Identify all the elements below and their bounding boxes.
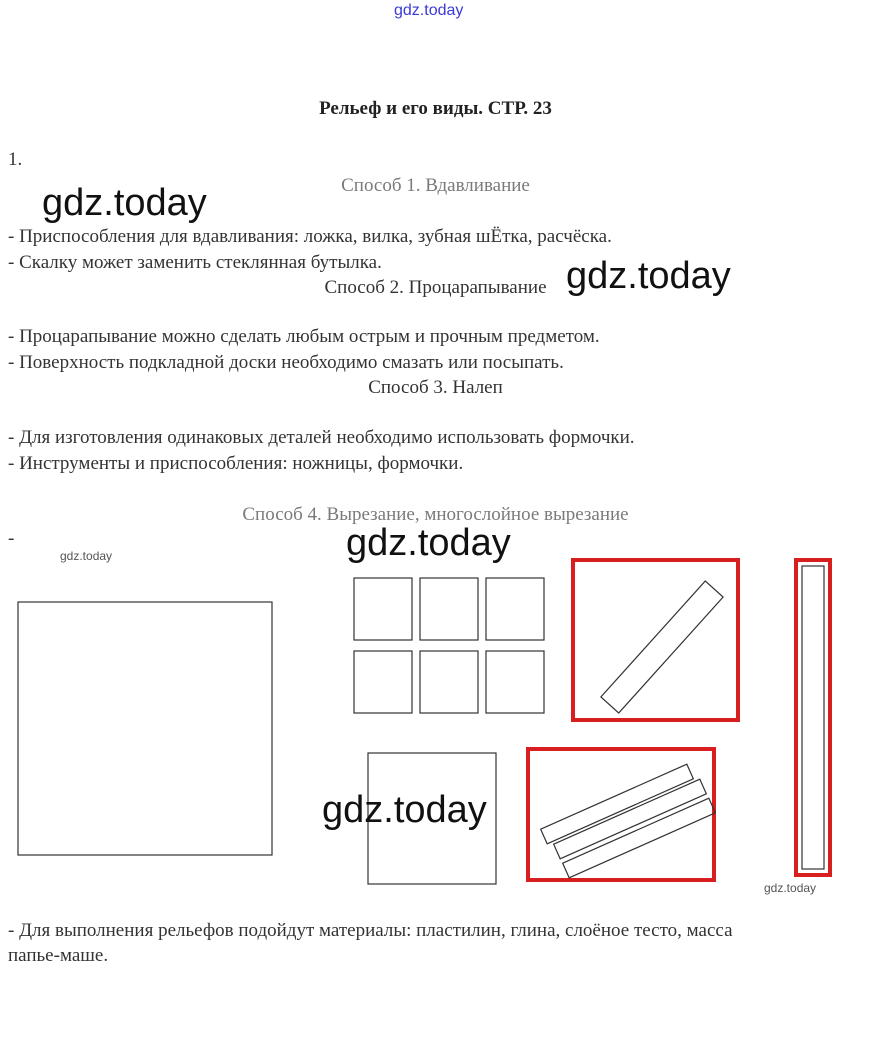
task-number: 1. (8, 149, 23, 170)
method-3-line-1: - Для изготовления одинаковых деталей необходимо использовать формочки. (8, 427, 635, 448)
watermark-big-4: gdz.today (322, 789, 487, 831)
method-1-line-1: - Приспособления для вдавливания: ложка, вилка, зубная шЁтка, расчёска. (8, 226, 612, 247)
method-4-heading: Способ 4. Вырезание, многослойное вырезание (242, 504, 629, 525)
watermark-top: gdz.today (394, 2, 464, 19)
red-tall-frame (796, 560, 830, 875)
materials-line-2: папье-маше. (8, 945, 109, 966)
watermark-big-3: gdz.today (346, 522, 511, 564)
method-1-heading: Способ 1. Вдавливание (341, 175, 530, 196)
red-frame-single-strip (573, 560, 738, 720)
method-3-line-2: - Инструменты и приспособления: ножницы, формочки. (8, 453, 464, 474)
red-frame-three-strips (528, 749, 715, 880)
method-1-line-2: - Скалку может заменить стеклянная бутылка. (8, 252, 382, 273)
method-3-heading: Способ 3. Налеп (368, 377, 503, 398)
method-2-line-2: - Поверхность подкладной доски необходимо смазать или посыпать. (8, 352, 564, 373)
watermark-big-2: gdz.today (566, 255, 731, 297)
method-2-line-1: - Процарапывание можно сделать любым острым и прочным предметом. (8, 326, 600, 347)
small-squares-grid (354, 578, 544, 713)
materials-line-1: - Для выполнения рельефов подойдут материалы: пластилин, глина, слоёное тесто, масса (8, 920, 733, 941)
watermark-big-1: gdz.today (42, 182, 207, 224)
method-4-dash: - (8, 528, 15, 549)
page-title: Рельеф и его виды. СТР. 23 (319, 98, 552, 119)
large-square-blank (18, 602, 272, 855)
method-2-heading: Способ 2. Процарапывание (324, 277, 547, 298)
watermark-small-1: gdz.today (60, 549, 113, 563)
watermark-small-2: gdz.today (764, 881, 817, 895)
